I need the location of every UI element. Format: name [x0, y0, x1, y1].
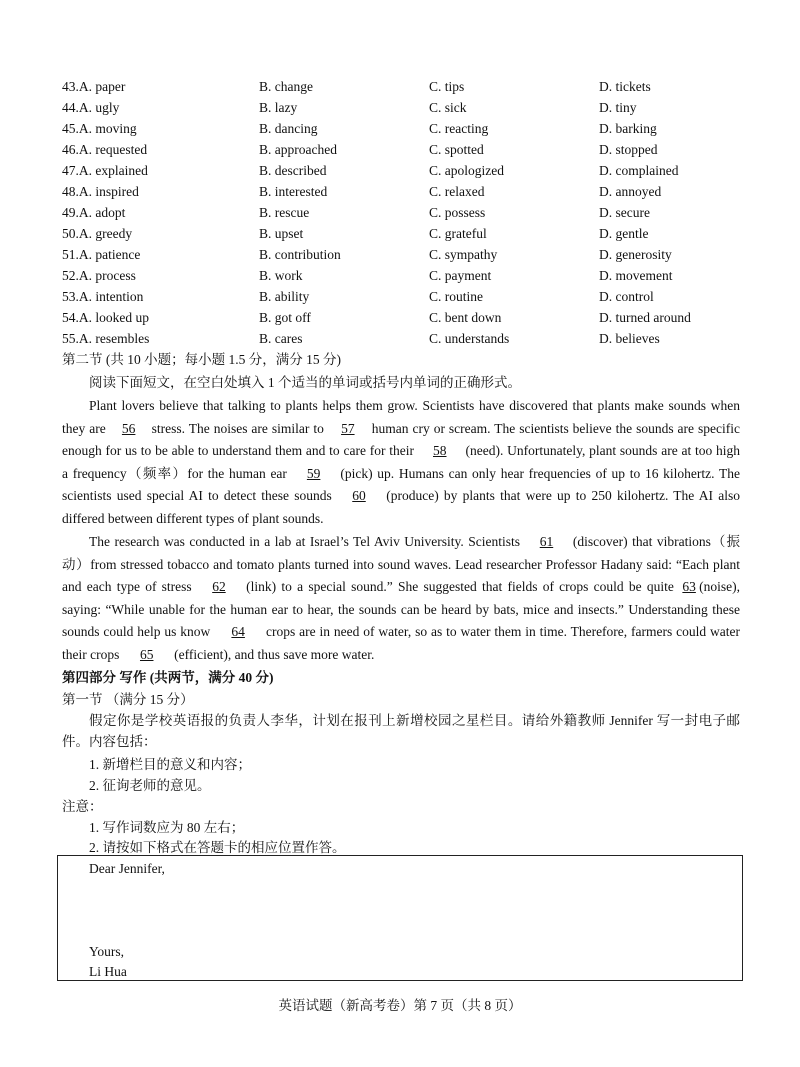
cloze-options: [62, 77, 762, 350]
blank-58: 58: [433, 443, 447, 459]
option-c: C. reacting: [429, 121, 489, 136]
letter-answer-box: [57, 855, 743, 981]
blank-60: 60: [352, 488, 366, 504]
passage-text: Plant lovers believe that talking to plants helps them grow. Scientists have discovered that plants make sounds when they are: [62, 398, 740, 436]
blank-57: 57: [341, 420, 355, 436]
section2-instruction: 阅读下面短文，在空白处填入 1 个适当的单词或括号内单词的正确形式。: [89, 375, 521, 390]
passage-text: (efficient), and thus save more water.: [170, 646, 375, 662]
prompt-point-1: 1. 新增栏目的意义和内容；: [89, 757, 251, 772]
option-row: [62, 161, 762, 182]
option-b: B. interested: [259, 184, 328, 199]
blank-64: 64: [231, 624, 245, 640]
option-d: D. tickets: [599, 79, 651, 94]
option-d: D. movement: [599, 268, 673, 283]
option-row: [62, 224, 762, 245]
passage-paragraph-2: [62, 531, 740, 667]
passage-text: (pick) up. Humans can only hear frequencies of up to 16 kilohertz. The scientists used special AI to detect these sounds: [62, 465, 740, 504]
letter-greeting: Dear Jennifer,: [89, 861, 165, 876]
option-a: 52.A. process: [62, 268, 136, 283]
option-d: D. gentle: [599, 226, 649, 241]
option-c: C. sympathy: [429, 247, 498, 262]
option-row: [62, 77, 762, 98]
option-a: 54.A. looked up: [62, 310, 149, 325]
writing-prompt: 假定你是学校英语报的负责人李华，计划在报刊上新增校园之星栏目。请给外籍教师 Jennifer 写一封电子邮件。内容包括：: [62, 713, 740, 749]
passage-text: human cry or scream. The scientists believe the sounds are specific enough for us to be able to understand them and to care for their: [62, 420, 740, 459]
option-c: C. understands: [429, 331, 510, 346]
blank-59: 59: [306, 465, 321, 481]
option-b: B. change: [259, 79, 313, 94]
option-row: [62, 245, 762, 266]
option-a: 53.A. intention: [62, 289, 144, 304]
option-a: 49.A. adopt: [62, 205, 126, 220]
option-d: D. believes: [599, 331, 660, 346]
option-d: D. complained: [599, 163, 679, 178]
option-c: C. sick: [429, 100, 467, 115]
note-2: 2. 请按如下格式在答题卡的相应位置作答。: [89, 840, 346, 855]
option-d: D. control: [599, 289, 654, 304]
option-c: C. relaxed: [429, 184, 485, 199]
section2-title: 第二节 (共 10 小题；每小题 1.5 分，满分 15 分): [62, 352, 341, 367]
option-b: B. described: [259, 163, 327, 178]
option-a: 51.A. patience: [62, 247, 141, 262]
blank-63: 63: [682, 579, 696, 595]
option-d: D. stopped: [599, 142, 658, 157]
passage-text: stress. The noises are similar to: [147, 420, 328, 436]
option-b: B. upset: [259, 226, 304, 241]
part4-title: 第四部分 写作 (共两节，满分 40 分): [62, 670, 274, 685]
passage-text: The research was conducted in a lab at Israel’s Tel Aviv University. Scientists: [89, 534, 525, 549]
option-b: B. got off: [259, 310, 311, 325]
option-row: [62, 140, 762, 161]
option-a: 50.A. greedy: [62, 226, 133, 241]
option-b: B. ability: [259, 289, 310, 304]
option-a: 48.A. inspired: [62, 184, 139, 199]
blank-56: 56: [121, 420, 136, 436]
option-d: D. turned around: [599, 310, 691, 325]
passage-text: (noise), saying: “While unable for the human ear to hear, the sounds can be heard by bats, mice and insects.” Understanding these sounds could help us know: [62, 579, 740, 640]
option-d: D. tiny: [599, 100, 637, 115]
option-a: 45.A. moving: [62, 121, 137, 136]
option-row: [62, 119, 762, 140]
option-a: 43.A. paper: [62, 79, 126, 94]
option-row: [62, 203, 762, 224]
option-row: [62, 266, 762, 287]
option-row: [62, 329, 762, 350]
blank-65: 65: [139, 646, 154, 662]
passage-text: (link) to a special sound.” She suggested that fields of crops could be quite: [240, 579, 680, 595]
note-1: 1. 写作词数应为 80 左右；: [89, 820, 245, 835]
blank-62: 62: [212, 579, 226, 595]
passage-text: crops are in need of water, so as to water them in time. Therefore, farmers could water their crops: [62, 624, 740, 662]
option-d: D. secure: [599, 205, 650, 220]
option-row: [62, 98, 762, 119]
letter-signature: Li Hua: [89, 964, 127, 979]
passage-text: (produce) by plants that were up to 250 kilohertz. The AI also differed between different types of plant sounds.: [62, 488, 740, 526]
option-c: C. apologized: [429, 163, 504, 178]
option-c: C. tips: [429, 79, 465, 94]
option-c: C. payment: [429, 268, 492, 283]
letter-closing: Yours,: [89, 944, 125, 959]
option-b: B. contribution: [259, 247, 341, 262]
passage-paragraph-1: [62, 395, 740, 531]
option-b: B. lazy: [259, 100, 298, 115]
part4-section1-title: 第一节 （满分 15 分）: [62, 692, 194, 707]
option-b: B. dancing: [259, 121, 318, 136]
passage-text: (need). Unfortunately, plant sounds are at too high a frequency（频率）for the human ear: [62, 443, 740, 481]
option-b: B. approached: [259, 142, 337, 157]
option-b: B. rescue: [259, 205, 310, 220]
option-a: 46.A. requested: [62, 142, 148, 157]
option-row: [62, 287, 762, 308]
passage-text: (discover) that vibrations（振动）from stressed tobacco and tomato plants turned into sound waves. Lead researcher Professor Hadany said: “Each plant and each type of stress: [62, 534, 740, 595]
option-a: 55.A. resembles: [62, 331, 150, 346]
option-c: C. spotted: [429, 142, 484, 157]
option-a: 47.A. explained: [62, 163, 148, 178]
option-c: C. grateful: [429, 226, 487, 241]
option-b: B. cares: [259, 331, 303, 346]
option-a: 44.A. ugly: [62, 100, 120, 115]
option-c: C. possess: [429, 205, 486, 220]
option-c: C. bent down: [429, 310, 502, 325]
page-footer: 英语试题（新高考卷）第 7 页（共 8 页）: [278, 998, 522, 1013]
option-c: C. routine: [429, 289, 483, 304]
option-row: [62, 308, 762, 329]
option-d: D. barking: [599, 121, 657, 136]
blank-61: 61: [539, 534, 554, 549]
option-d: D. generosity: [599, 247, 672, 262]
prompt-point-2: 2. 征询老师的意见。: [89, 778, 211, 793]
notes-label: 注意：: [62, 799, 103, 814]
option-b: B. work: [259, 268, 303, 283]
option-row: [62, 182, 762, 203]
option-d: D. annoyed: [599, 184, 662, 199]
